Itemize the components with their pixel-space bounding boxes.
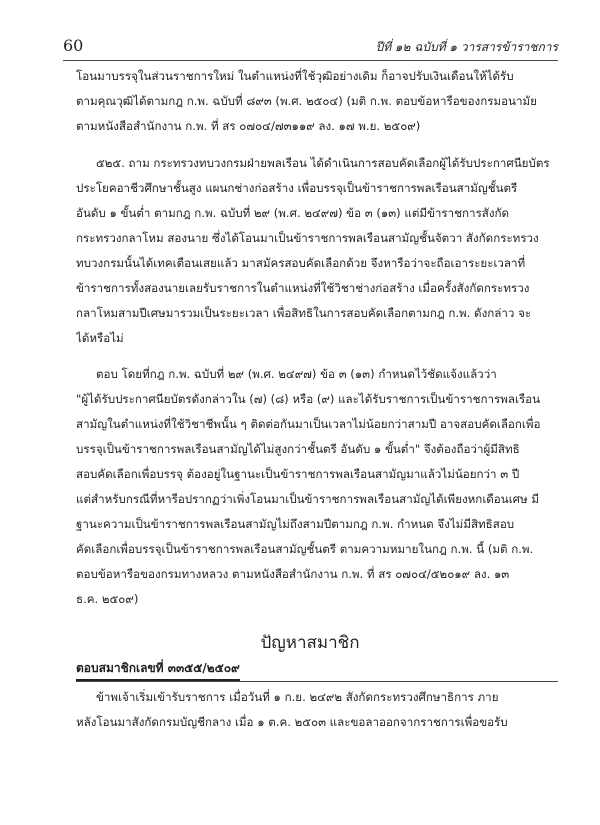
question-line-2: ประโยคอาชีวศึกษาชั้นสูง แผนกช่างก่อสร้าง เพื่อบรรจุเป็นข้าราชการพลเรือนสามัญชั้นตรี xyxy=(76,181,518,195)
answer-line-9: ตอบข้อหารือของกรมทางหลวง ตามหนังสือสำนักงาน ก.พ. ที่ สร ๐๗๐๔/๕๒๐๑๙ ลง. ๑๓ xyxy=(76,567,510,581)
paragraph-1-line-1: โอนมาบรรจุในส่วนราชการใหม่ ในตำแหน่งที่ใช้วุฒิอย่างเดิม ก็อาจปรับเงินเดือนให้ได้รับ xyxy=(76,69,514,83)
answer-line-3: สามัญในตำแหน่งที่ใช้วิชาชีพนั้น ๆ ติดต่อกันมาเป็นเวลาไม่น้อยกว่าสามปี อาจสอบคัดเลือกเพื่อ xyxy=(76,417,541,431)
page-header xyxy=(63,36,558,58)
answer-line-7: ฐานะความเป็นข้าราชการพลเรือนสามัญไม่ถึงสามปีตามกฎ ก.พ. กำหนด จึงไม่มีสิทธิสอบ xyxy=(76,517,515,531)
answer-line-1: ตอบ โดยที่กฎ ก.พ. ฉบับที่ ๒๙ (พ.ศ. ๒๔๙๗) ข้อ ๓ (๑๓) กำหนดไว้ชัดแจ้งแล้วว่า xyxy=(96,367,497,381)
answer-line-10: ธ.ค. ๒๕๐๙) xyxy=(76,592,139,606)
paragraph-1-line-2: ตามคุณวุฒิได้ตามกฎ ก.พ. ฉบับที่ ๘๙๓ (พ.ศ. ๒๕๐๔) (มติ ก.พ. ตอบข้อหารือของกรมอนามัย xyxy=(76,94,537,108)
question-line-6: ข้าราชการทั้งสองนายเลยรับราชการในตำแหน่งที่ใช้วิชาช่างก่อสร้าง เมื่อครั้งสังกัดกระทรวง xyxy=(76,281,530,295)
answer-line-5: สอบคัดเลือกเพื่อบรรจุ ต้องอยู่ในฐานะเป็นข้าราชการพลเรือนสามัญมาแล้วไม่น้อยกว่า ๓ ปี xyxy=(76,467,520,481)
question-line-7: กลาโหมสามปีเศษมารวมเป็นระยะเวลา เพื่อสิทธิในการสอบคัดเลือกตามกฎ ก.พ. ดังกล่าว จะ xyxy=(76,306,532,320)
question-line-1: ๕๒๕. ถาม กระทรวงทบวงกรมฝ่ายพลเรือน ได้ดำเนินการสอบคัดเลือกผู้ได้รับประกาศนียบัตร xyxy=(96,156,550,170)
question-line-3: อันดับ ๑ ขั้นต่ำ ตามกฎ ก.พ. ฉบับที่ ๒๙ (พ.ศ. ๒๔๙๗) ข้อ ๓ (๑๓) แต่มีข้าราชการสังกัด xyxy=(76,206,510,220)
answer-line-6: แต่สำหรับกรณีที่หารือปรากฏว่าเพิ่งโอนมาเป็นข้าราชการพลเรือนสามัญได้เพียงหกเดือนเศษ มี xyxy=(76,492,539,506)
answer-line-2: "ผู้ได้รับประกาศนียบัตรดังกล่าวใน (๗) (๘) หรือ (๙) และได้รับราชการเป็นข้าราชการพลเรือน xyxy=(76,392,541,406)
section-heading: ปัญหาสมาชิก xyxy=(260,633,360,653)
question-line-8: ได้หรือไม่ xyxy=(76,331,124,345)
page-number: 60 xyxy=(63,36,84,55)
answer-line-8: คัดเลือกเพื่อบรรจุเป็นข้าราชการพลเรือนสามัญชั้นตรี ตามความหมายในกฎ ก.พ. นี้ (มติ ก.พ. xyxy=(76,542,534,556)
question-line-4: กระทรวงกลาโหม สองนาย ซึ่งได้โอนมาเป็นข้าราชการพลเรือนสามัญชั้นจัตวา สังกัดกระทรวง xyxy=(76,231,539,245)
question-line-5: ทบวงกรมนั้นได้เทคเตือนเสยแล้ว มาสมัครสอบคัดเลือกด้วย จึงหารือว่าจะถือเอาระยะเวลาที่ xyxy=(76,256,526,270)
member-question-line-2: หลังโอนมาสังกัดกรมบัญชีกลาง เมื่อ ๑ ต.ค. ๒๕๐๓ และขอลาออกจากราชการเพื่อขอรับ xyxy=(76,715,508,729)
answer-number-heading: ตอบสมาชิกเลขที่ ๓๓๕๕/๒๕๐๙ xyxy=(76,659,240,681)
running-head: ปีที่ ๑๒ ฉบับที่ ๑ วารสารข้าราชการ xyxy=(375,40,558,54)
member-question-line-1: ข้าพเจ้าเริ่มเข้ารับราชการ เมื่อวันที่ ๑ ก.ย. ๒๔๙๒ สังกัดกระทรวงศึกษาธิการ ภาย xyxy=(96,690,499,704)
header-rule xyxy=(63,60,558,61)
answer-line-4: บรรจุเป็นข้าราชการพลเรือนสามัญได้ไม่สูงกว่าชั้นตรี อันดับ ๑ ขั้นต่ำ" จึงต้องถือว่าผู้มีสิทธิ xyxy=(76,442,520,456)
section-rule xyxy=(76,681,558,682)
paragraph-1-line-3: ตามหนังสือสำนักงาน ก.พ. ที่ สร ๐๗๐๔/๗๓๑๑๙ ลง. ๑๗ พ.ย. ๒๕๐๙) xyxy=(76,119,421,133)
